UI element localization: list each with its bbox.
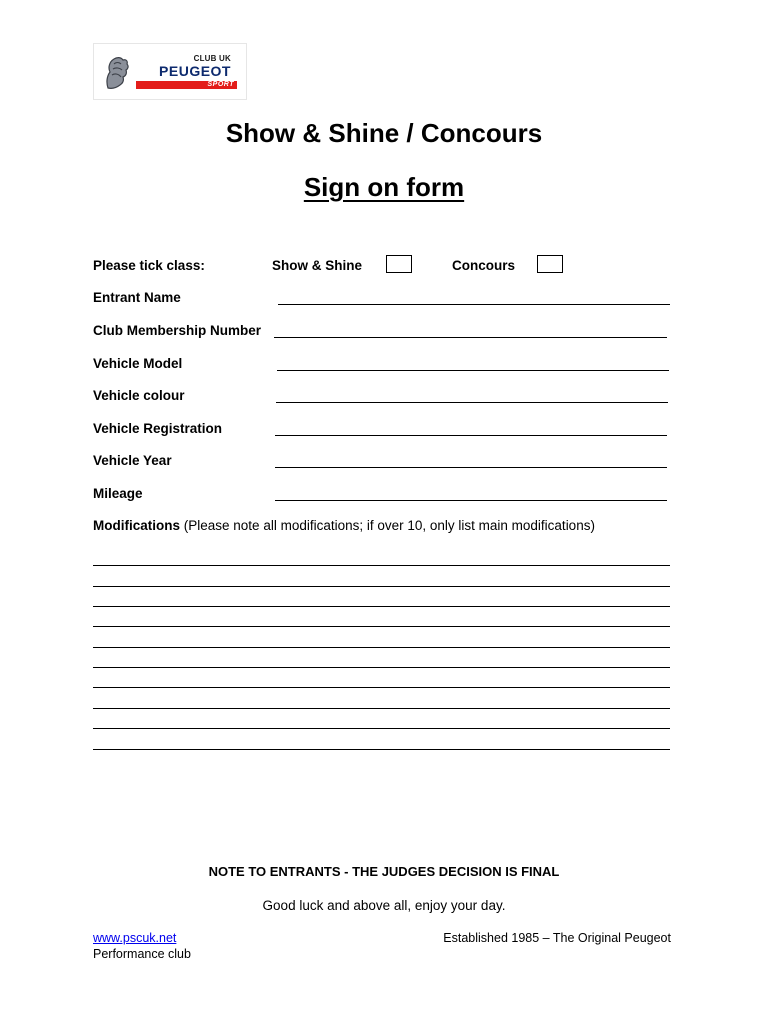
form-subtitle: Sign on form bbox=[303, 172, 465, 202]
membership-number-label: Club Membership Number bbox=[93, 323, 262, 338]
club-line: Performance club bbox=[93, 947, 191, 961]
logo-club-text: CLUB UK bbox=[193, 54, 231, 63]
entrant-name-label: Entrant Name bbox=[93, 290, 181, 305]
concours-checkbox[interactable] bbox=[537, 255, 563, 273]
logo-brand-text: PEUGEOT bbox=[159, 63, 231, 79]
modification-line[interactable] bbox=[93, 687, 670, 688]
logo-sport-text: SPORT bbox=[207, 81, 234, 88]
modification-line[interactable] bbox=[93, 626, 670, 627]
mileage-field[interactable] bbox=[275, 500, 667, 501]
website-link[interactable]: www.pscuk.net bbox=[93, 931, 177, 945]
good-luck-text: Good luck and above all, enjoy your day. bbox=[262, 898, 506, 913]
judges-note: NOTE TO ENTRANTS - THE JUDGES DECISION IS FINAL bbox=[208, 864, 560, 879]
modification-line[interactable] bbox=[93, 586, 670, 587]
modification-line[interactable] bbox=[93, 708, 670, 709]
club-logo bbox=[93, 43, 247, 100]
vehicle-model-label: Vehicle Model bbox=[93, 356, 183, 371]
modifications-heading bbox=[93, 517, 595, 534]
modification-line[interactable] bbox=[93, 606, 670, 607]
entrant-name-field[interactable] bbox=[278, 304, 670, 305]
vehicle-colour-label: Vehicle colour bbox=[93, 388, 185, 403]
modifications-hint: (Please note all modifications; if over 10, only list main modifications) bbox=[183, 518, 595, 533]
modification-line[interactable] bbox=[93, 667, 670, 668]
vehicle-registration-field[interactable] bbox=[275, 435, 667, 436]
membership-number-field[interactable] bbox=[274, 337, 667, 338]
logo-sport-bar bbox=[136, 81, 237, 89]
modification-line[interactable] bbox=[93, 647, 670, 648]
mileage-label: Mileage bbox=[93, 486, 143, 501]
page-title: Show & Shine / Concours bbox=[225, 118, 543, 148]
vehicle-year-label: Vehicle Year bbox=[93, 453, 172, 468]
show-shine-checkbox[interactable] bbox=[386, 255, 412, 273]
established-text: Established 1985 – The Original Peugeot bbox=[443, 931, 671, 945]
show-shine-label: Show & Shine bbox=[272, 258, 363, 273]
vehicle-registration-label: Vehicle Registration bbox=[93, 421, 223, 436]
vehicle-year-field[interactable] bbox=[275, 467, 667, 468]
modification-line[interactable] bbox=[93, 749, 670, 750]
class-label: Please tick class: bbox=[93, 258, 205, 273]
vehicle-model-field[interactable] bbox=[277, 370, 669, 371]
modification-line[interactable] bbox=[93, 565, 670, 566]
modification-line[interactable] bbox=[93, 728, 670, 729]
concours-label: Concours bbox=[452, 258, 516, 273]
vehicle-colour-field[interactable] bbox=[276, 402, 668, 403]
modifications-label: Modifications bbox=[93, 518, 180, 533]
